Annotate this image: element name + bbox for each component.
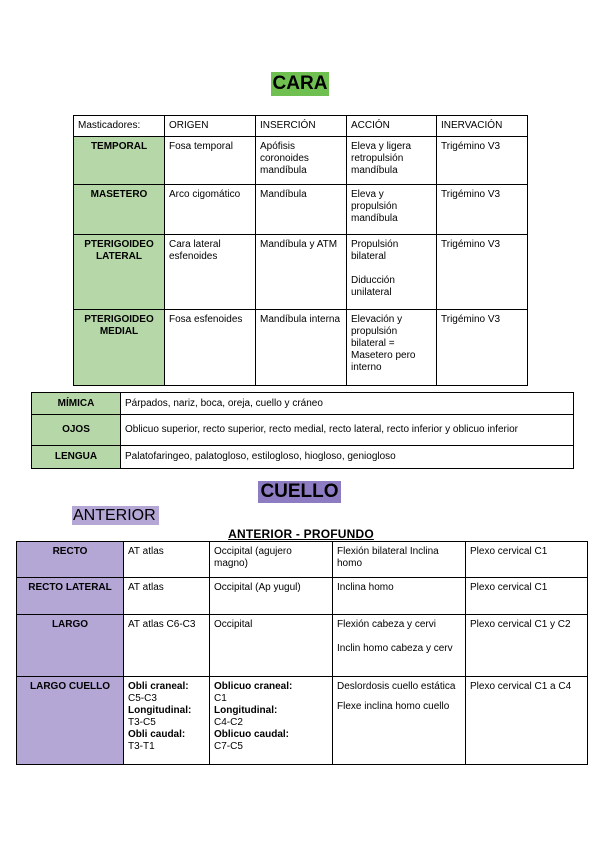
table-row (74, 137, 528, 185)
insercion-cell: Occipital (Ap yugul) (210, 578, 333, 615)
muscle-name: TEMPORAL (74, 137, 165, 185)
inervacion-cell: Plexo cervical C1 (466, 578, 588, 615)
accion-line: Inclin homo cabeza y cerv (337, 643, 453, 654)
insercion-value: C7-C5 (214, 741, 243, 752)
header-masticadores: Masticadores: (74, 116, 165, 137)
group-desc: Oblicuo superior, recto superior, recto medial, recto lateral, recto inferior y oblicuo inferior (121, 415, 574, 446)
insercion-cell: Occipital (agujero magno) (210, 542, 333, 578)
accion-cell: Inclina homo (333, 578, 466, 615)
accion-line: Diducción unilateral (351, 275, 395, 298)
muscle-name: LARGO CUELLO (17, 677, 124, 765)
muscle-name: RECTO LATERAL (17, 578, 124, 615)
inervacion-cell: Plexo cervical C1 a C4 (466, 677, 588, 765)
section-heading: ANTERIOR - PROFUNDO (228, 527, 374, 541)
inervacion-cell: Trigémino V3 (437, 310, 528, 386)
table-header-row (74, 116, 528, 137)
insercion-cell: Mandíbula y ATM (256, 235, 347, 310)
origen-cell: AT atlas (124, 542, 210, 578)
masticadores-table (73, 115, 528, 386)
header-insercion: INSERCIÓN (256, 116, 347, 137)
origen-cell (124, 677, 210, 765)
accion-line: Deslordosis cuello estática (337, 681, 456, 692)
cuello-title: CUELLO (258, 481, 341, 503)
otros-musculos-table (31, 392, 574, 469)
insercion-value: C4-C2 (214, 717, 243, 728)
origen-value: T3-T1 (128, 741, 155, 752)
origen-cell: AT atlas (124, 578, 210, 615)
header-accion: ACCIÓN (347, 116, 437, 137)
table-row (17, 615, 588, 677)
insercion-cell: Occipital (210, 615, 333, 677)
group-name: OJOS (32, 415, 121, 446)
accion-cell: Elevación y propulsión bilateral = Masetero pero interno (347, 310, 437, 386)
insercion-cell: Apófisis coronoides mandíbula (256, 137, 347, 185)
table-row (32, 393, 574, 415)
table-row (74, 310, 528, 386)
origen-cell: Fosa temporal (165, 137, 256, 185)
origen-cell: Cara lateral esfenoides (165, 235, 256, 310)
origen-value: T3-C5 (128, 717, 156, 728)
inervacion-cell: Trigémino V3 (437, 235, 528, 310)
origen-value: C5-C3 (128, 693, 157, 704)
origen-label: Obli caudal: (128, 729, 186, 740)
muscle-name: PTERIGOIDEO MEDIAL (74, 310, 165, 386)
inervacion-cell: Plexo cervical C1 (466, 542, 588, 578)
accion-line: Flexe inclina homo cuello (337, 701, 450, 712)
cuello-table (16, 541, 588, 765)
anterior-subtitle: ANTERIOR (72, 506, 159, 525)
muscle-name: MASETERO (74, 185, 165, 235)
table-row (32, 446, 574, 469)
accion-cell: Eleva y ligera retropulsión mandíbula (347, 137, 437, 185)
accion-cell (333, 615, 466, 677)
table-row (17, 542, 588, 578)
insercion-label: Oblicuo craneal: (214, 681, 293, 692)
table-row (74, 185, 528, 235)
table-row (17, 578, 588, 615)
origen-label: Obli craneal: (128, 681, 189, 692)
inervacion-cell: Plexo cervical C1 y C2 (466, 615, 588, 677)
inervacion-cell: Trigémino V3 (437, 185, 528, 235)
origen-label: Longitudinal: (128, 705, 192, 716)
table-row (74, 235, 528, 310)
insercion-label: Oblicuo caudal: (214, 729, 290, 740)
origen-cell: Arco cigomático (165, 185, 256, 235)
header-inervacion: INERVACIÓN (437, 116, 528, 137)
accion-line: Flexión cabeza y cervi (337, 619, 436, 630)
muscle-name: RECTO (17, 542, 124, 578)
accion-cell (333, 677, 466, 765)
accion-cell (347, 235, 437, 310)
insercion-cell: Mandíbula (256, 185, 347, 235)
insercion-value: C1 (214, 693, 227, 704)
origen-cell: AT atlas C6-C3 (124, 615, 210, 677)
origen-cell: Fosa esfenoides (165, 310, 256, 386)
insercion-cell: Mandíbula interna (256, 310, 347, 386)
accion-cell: Eleva y propulsión mandíbula (347, 185, 437, 235)
insercion-cell (210, 677, 333, 765)
group-name: LENGUA (32, 446, 121, 469)
muscle-name: LARGO (17, 615, 124, 677)
table-row (32, 415, 574, 446)
cara-title: CARA (272, 73, 328, 94)
accion-line: Propulsión bilateral (351, 239, 399, 262)
header-origen: ORIGEN (165, 116, 256, 137)
group-name: MÍMICA (32, 393, 121, 415)
muscle-name: PTERIGOIDEO LATERAL (74, 235, 165, 310)
table-row (17, 677, 588, 765)
accion-cell: Flexión bilateral Inclina homo (333, 542, 466, 578)
inervacion-cell: Trigémino V3 (437, 137, 528, 185)
insercion-label: Longitudinal: (214, 705, 278, 716)
group-desc: Párpados, nariz, boca, oreja, cuello y cráneo (121, 393, 574, 415)
group-desc: Palatofaringeo, palatogloso, estilogloso, hiogloso, geniogloso (121, 446, 574, 469)
